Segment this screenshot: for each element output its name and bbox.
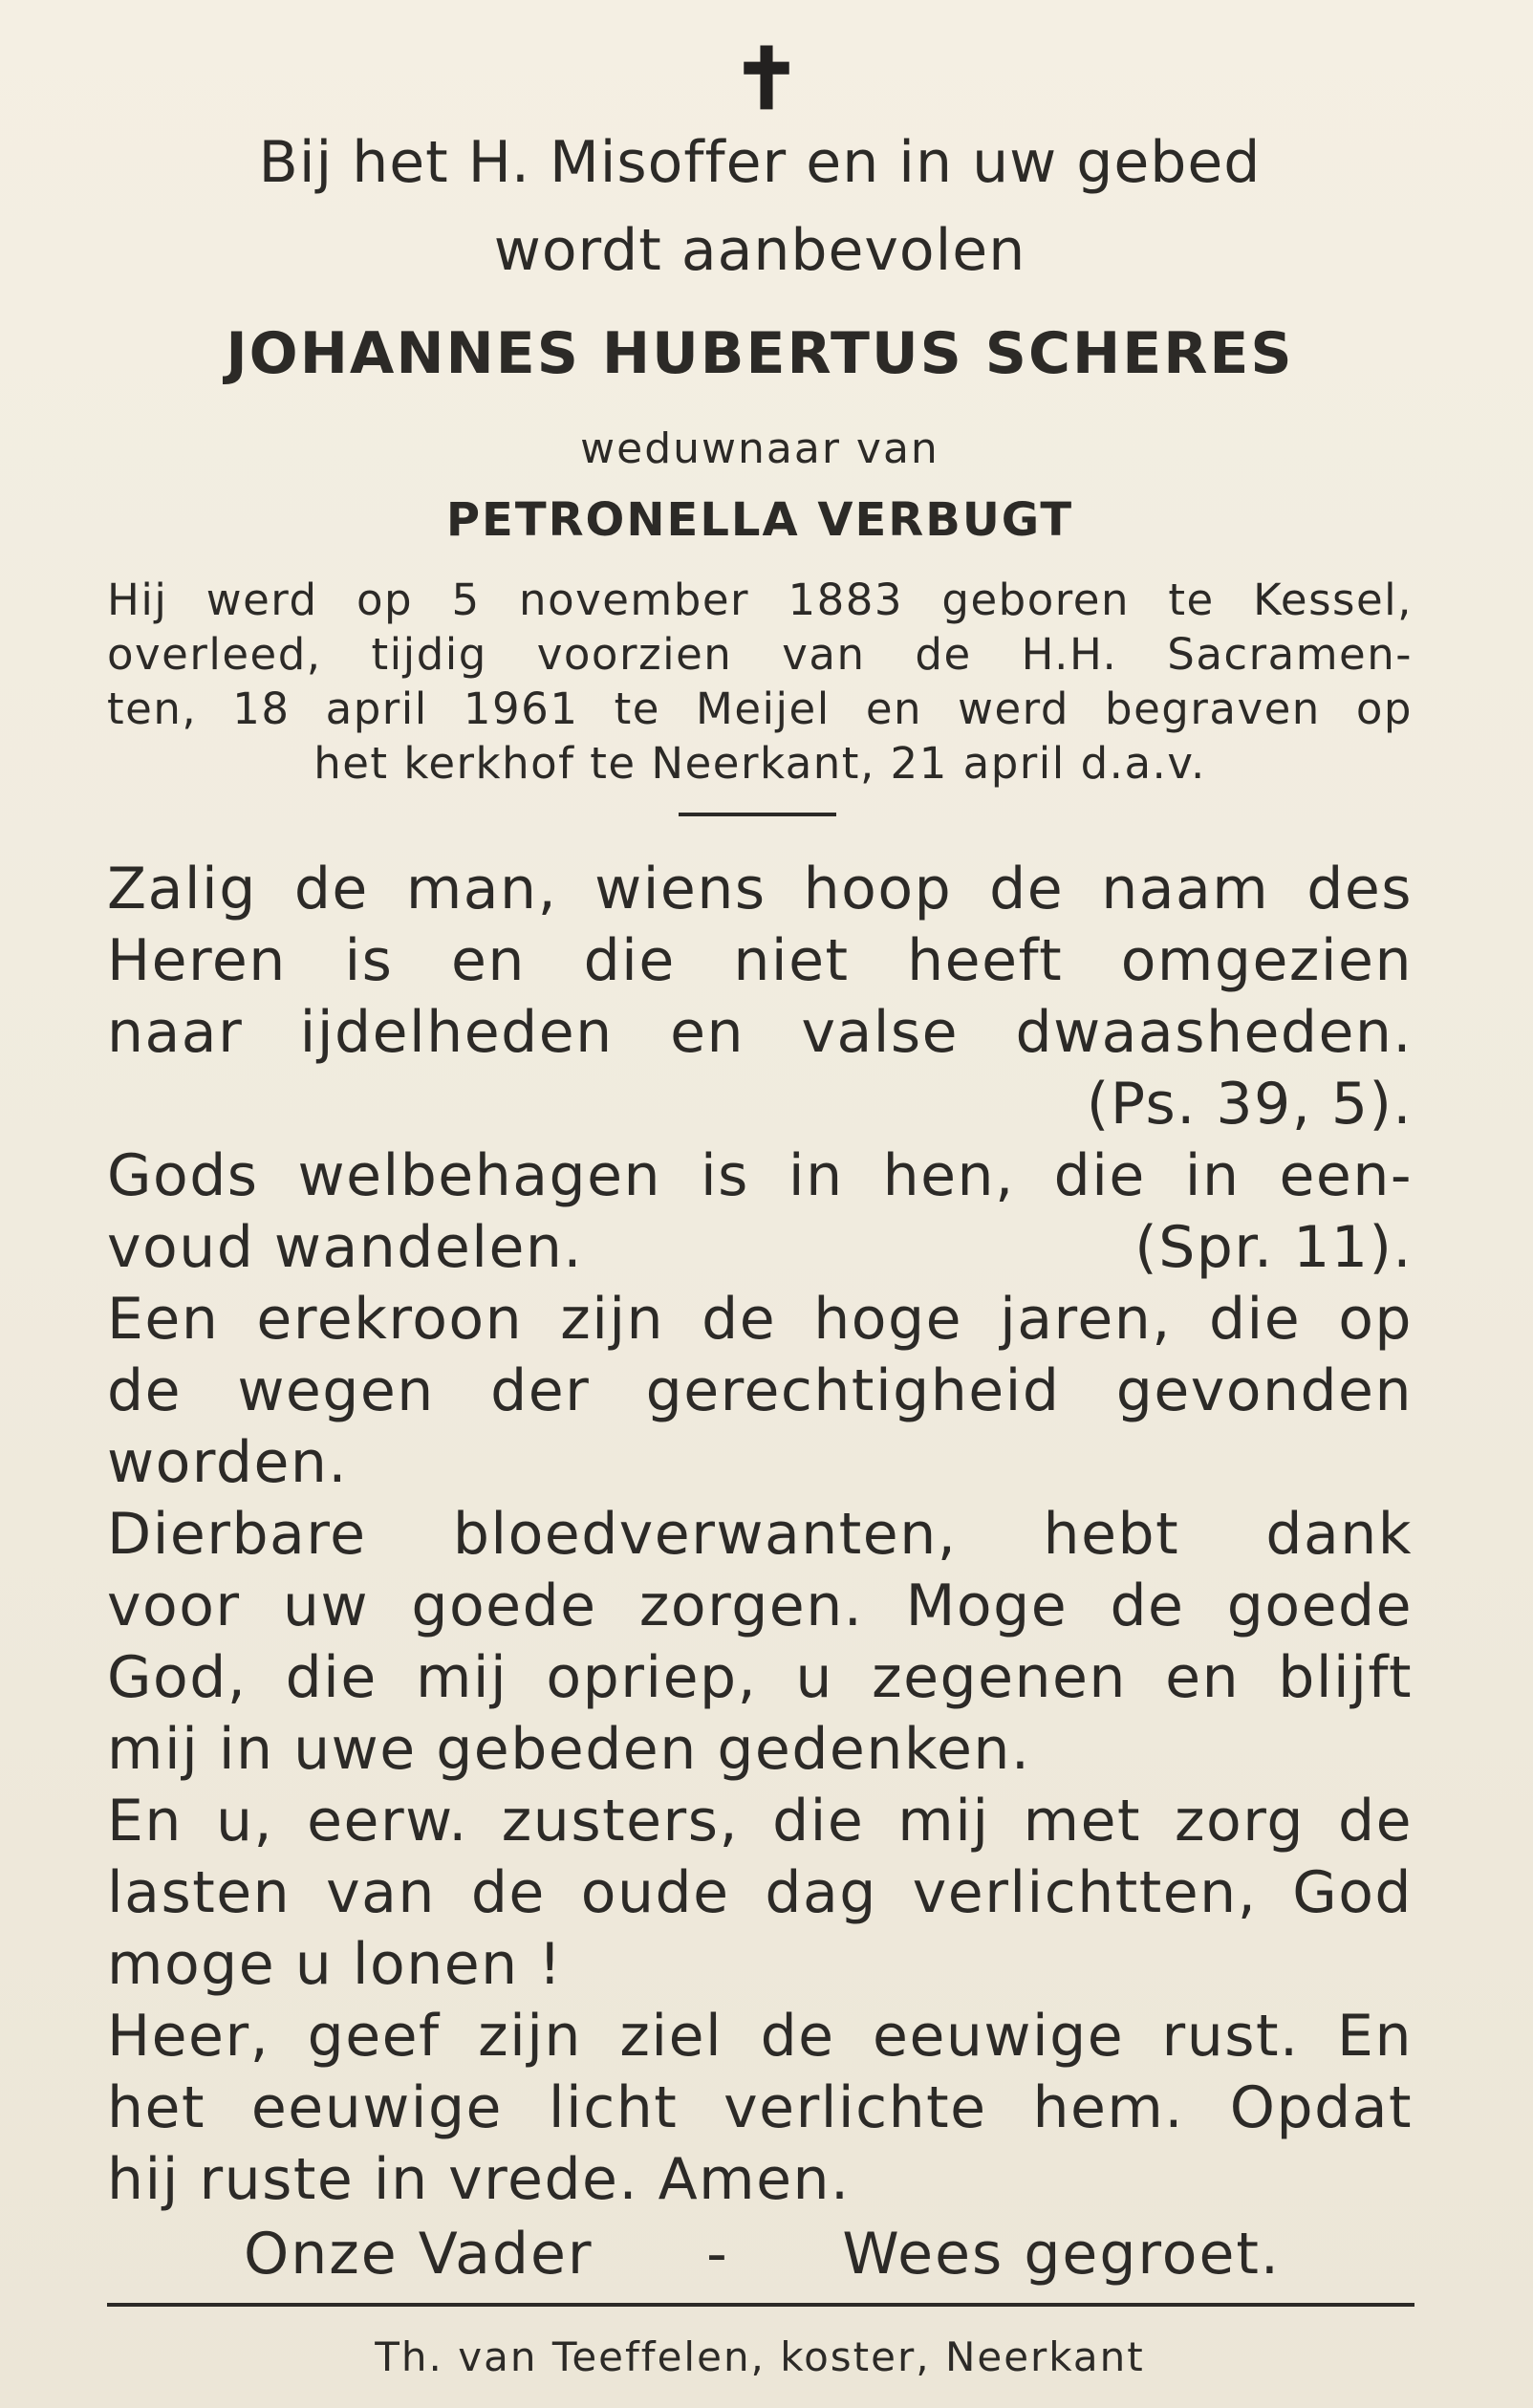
- verse-line: God, die mij opriep, u zegenen en blijft: [107, 1644, 1413, 1711]
- spouse-name: PETRONELLA VERBUGT: [445, 493, 1074, 547]
- verse-line: Dierbare bloedverwanten, hebt dank: [107, 1501, 1413, 1568]
- relation-text: weduwnaar van: [580, 424, 939, 473]
- verse-line: En u, eerw. zusters, die mij met zorg de: [107, 1788, 1413, 1855]
- verse-line: mij in uwe gebeden gedenken.: [107, 1716, 1031, 1783]
- verse-line: worden.: [107, 1429, 348, 1496]
- verse-line: Een erekroon zijn de hoge jaren, die op: [107, 1286, 1413, 1353]
- verse-line: voud wandelen.: [107, 1214, 583, 1281]
- prayers-line: [244, 2221, 1281, 2288]
- verse-line: moge u lonen !: [107, 1931, 563, 1998]
- verse-line: Gods welbehagen is in hen, die in een-: [107, 1142, 1413, 1209]
- divider-long: [107, 2303, 1414, 2307]
- verse-line: Heren is en die niet heeft omgezien: [107, 927, 1413, 994]
- biography-line: het kerkhof te Neerkant, 21 april d.a.v.: [313, 738, 1206, 789]
- verse-line: voor uw goede zorgen. Moge de goede: [107, 1573, 1413, 1639]
- intro-line-1: Bij het H. Misoffer en in uw gebed: [258, 129, 1262, 196]
- divider-short: [679, 813, 836, 816]
- intro-line-2: wordt aanbevolen: [493, 217, 1026, 284]
- verse-reference: (Ps. 39, 5).: [1086, 1071, 1413, 1138]
- cross-icon: ✝: [731, 29, 802, 128]
- verse-line: naar ijdelheden en valse dwaasheden.: [107, 999, 1413, 1066]
- prayer-separator: -: [706, 2221, 729, 2288]
- verse-line: hij ruste in vrede. Amen.: [107, 2146, 851, 2213]
- verse-line: Zalig de man, wiens hoop de naam des: [107, 856, 1413, 922]
- deceased-name: JOHANNES HUBERTUS SCHERES: [226, 320, 1294, 387]
- verse-reference: (Spr. 11).: [1134, 1214, 1413, 1281]
- prayer-our-father: Onze Vader: [244, 2221, 594, 2288]
- biography-line: ten, 18 april 1961 te Meijel en werd begraven op: [107, 683, 1413, 734]
- verse-line: Heer, geef zijn ziel de eeuwige rust. En: [107, 2003, 1413, 2070]
- printer-credit: Th. van Teeffelen, koster, Neerkant: [375, 2333, 1145, 2380]
- verse-line: de wegen der gerechtigheid gevonden: [107, 1357, 1413, 1424]
- prayer-hail-mary: Wees gegroet.: [842, 2221, 1281, 2288]
- biography-line: Hij werd op 5 november 1883 geboren te Kessel,: [107, 575, 1413, 625]
- verse-line: het eeuwige licht verlichte hem. Opdat: [107, 2074, 1413, 2141]
- verse-line: lasten van de oude dag verlichtten, God: [107, 1859, 1413, 1926]
- biography-line: overleed, tijdig voorzien van de H.H. Sacramen-: [107, 629, 1413, 680]
